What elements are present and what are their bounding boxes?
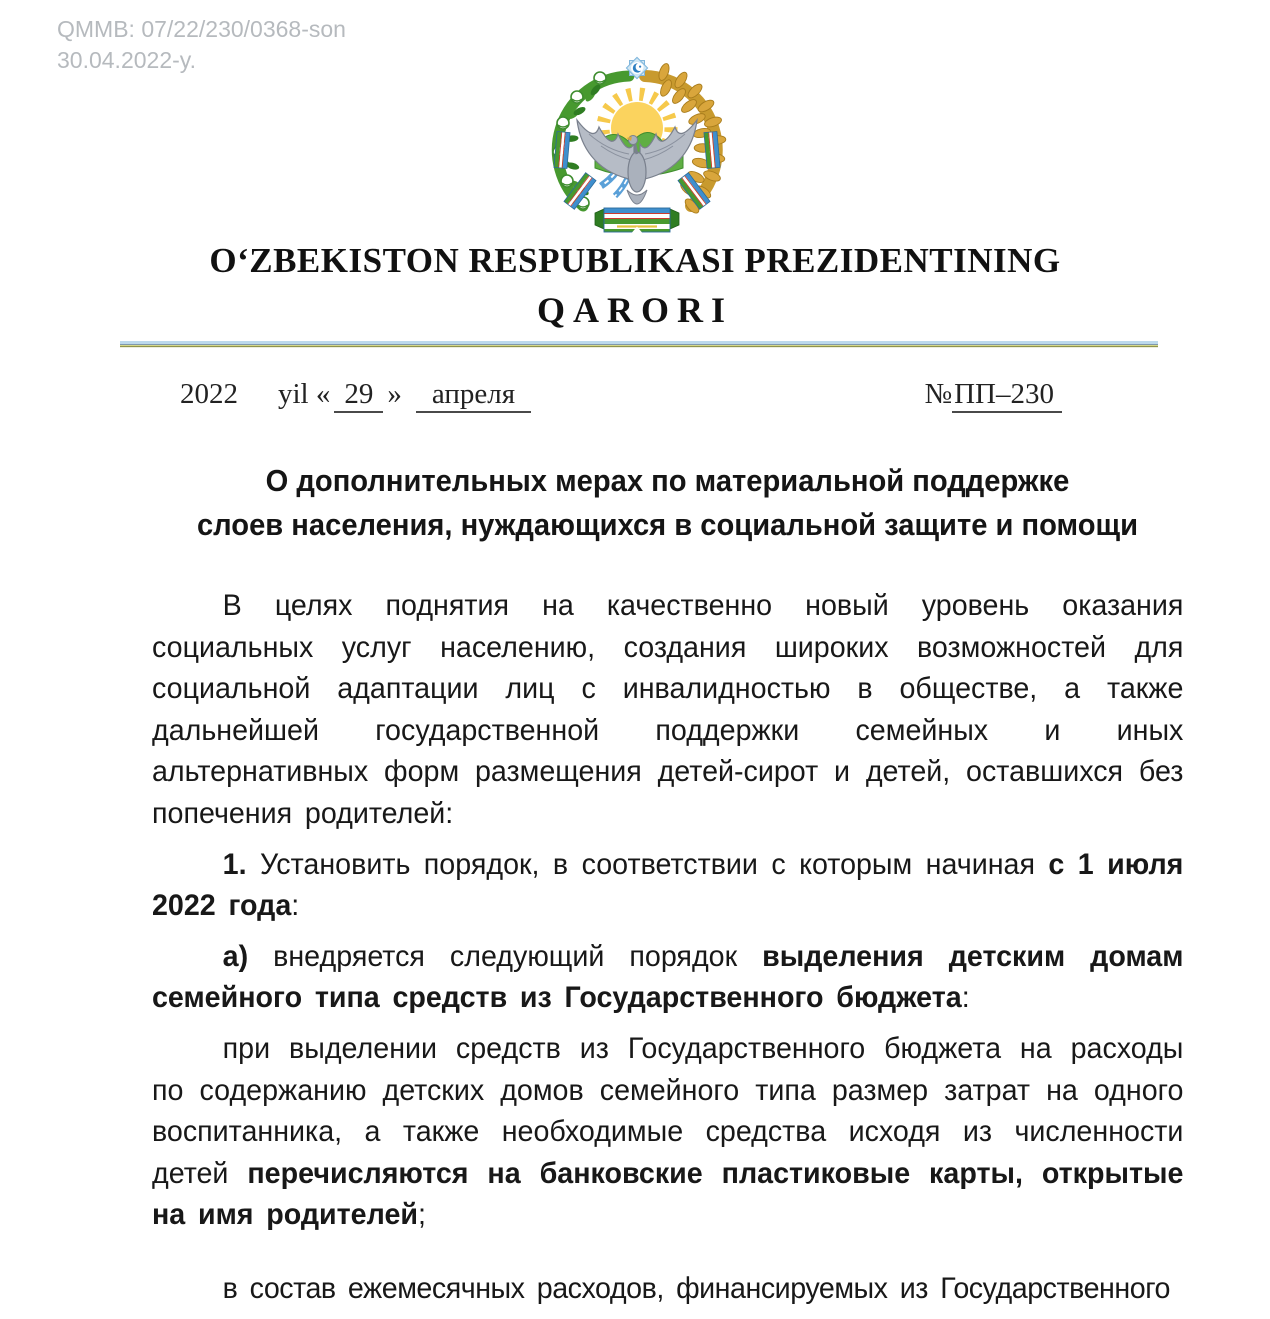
item-text: Установить порядок, в соответствии с которым начиная — [246, 847, 1049, 881]
document-number — [924, 378, 1062, 413]
paragraph-item-1 — [152, 844, 1183, 927]
document-number-value: ПП–230 — [952, 378, 1062, 413]
item-text: при выделении средств из Государственного бюджета на расходы по содержанию детских домов семейного типа размер затрат на одного воспитанника, а также необходимые средства исходя из численности детей — [152, 1031, 1184, 1190]
open-guillemet: « — [315, 378, 331, 410]
date-month: апреля — [416, 378, 531, 413]
number-sign: № — [924, 378, 953, 410]
item-tail: : — [961, 981, 970, 1015]
subject-title — [183, 459, 1152, 547]
item-bold-text: с 1 июля 2022 года — [152, 847, 1184, 923]
watermark-registration-number: QMMB: 07/22/230/0368-son — [57, 16, 346, 42]
close-guillemet: » — [387, 378, 402, 410]
paragraph-item-a — [152, 936, 1183, 1019]
paragraph-preamble: В целях поднятия на качественно новый уровень оказания социальных услуг населению, создания широких возможностей для социальной адаптации лиц с инвалидностью в обществе, а также дальнейшей государственной поддержки семейных и иных альтернативных форм размещения детей-сирот и детей, оставшихся без попечения родителей: — [152, 589, 1184, 830]
date-word-yil: yil — [278, 378, 309, 410]
watermark-date: 30.04.2022-y. — [57, 47, 196, 73]
uzbekistan-emblem-icon — [531, 50, 743, 236]
date-day: 29 — [334, 378, 383, 413]
scan-watermark — [57, 14, 346, 76]
letterhead-subtitle: QARORI — [536, 290, 733, 330]
item-text: внедряется следующий порядок — [248, 939, 763, 973]
subject-line2: слоев населения, нуждающихся в социальной защите и помощи — [196, 507, 1139, 542]
item-tail: : — [291, 889, 300, 923]
paragraph-budget — [152, 1028, 1183, 1236]
date-year: 2022 — [180, 378, 238, 410]
document-body — [152, 585, 1183, 1319]
item-bold-text: выделения детским домам семейного типа средств из Государственного бюджета — [152, 939, 1184, 1015]
paragraph-monthly-expenses: в состав ежемесячных расходов, финансируемых из Государственного — [222, 1271, 1171, 1305]
letterhead-divider — [120, 341, 1158, 348]
date-line — [180, 378, 531, 413]
item-bold-text: перечисляются на банковские пластиковые карты, открытые на имя родителей — [152, 1156, 1184, 1232]
item-marker: а) — [222, 939, 249, 973]
item-number: 1. — [222, 847, 247, 881]
letterhead — [0, 241, 1270, 331]
letterhead-title: O‘ZBEKISTON RESPUBLIKASI PREZIDENTINING — [209, 241, 1061, 280]
meta-row — [180, 378, 1062, 413]
item-tail: ; — [417, 1198, 426, 1232]
subject-line1: О дополнительных мерах по материальной поддержке — [265, 463, 1070, 498]
